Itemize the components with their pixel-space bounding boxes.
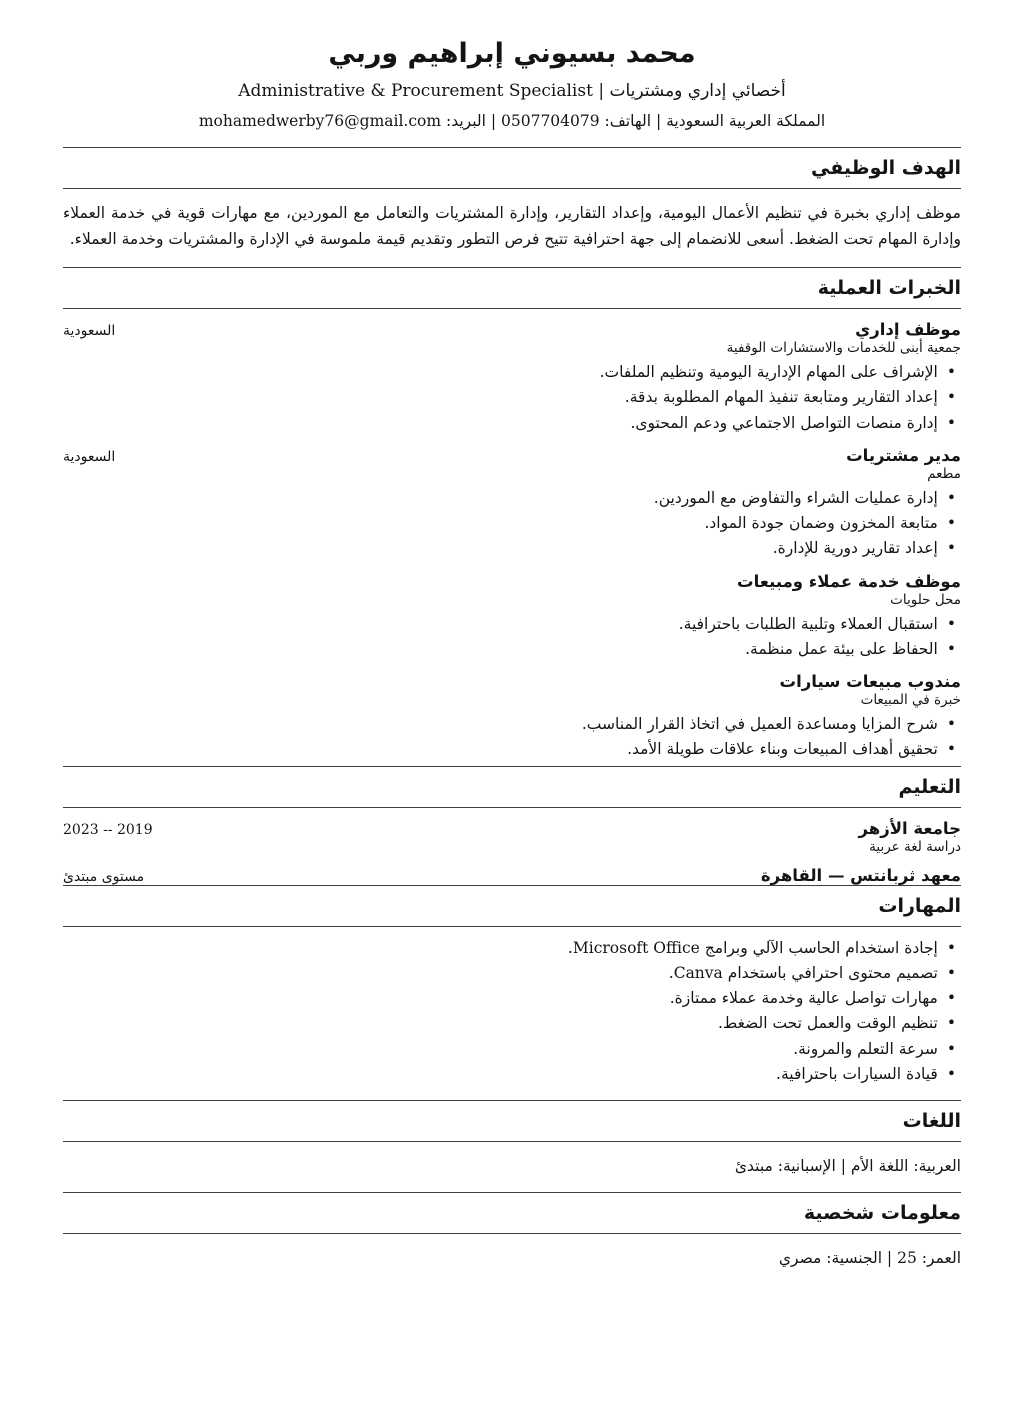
bullet-marker: • bbox=[946, 539, 956, 558]
skill-item bbox=[63, 1063, 961, 1086]
job-title: مندوب مبيعات سيارات bbox=[779, 672, 961, 692]
section-divider bbox=[63, 926, 961, 927]
skill-text: قيادة السيارات باحترافية. bbox=[776, 1064, 938, 1083]
skill-item bbox=[63, 962, 961, 985]
job-title: موظف خدمة عملاء ومبيعات bbox=[737, 571, 961, 591]
section-personal-info bbox=[63, 1202, 961, 1267]
bullet-marker: • bbox=[946, 514, 956, 533]
bullet-marker: • bbox=[946, 639, 956, 658]
bullet-text: الحفاظ على بيئة عمل منظمة. bbox=[745, 639, 938, 658]
bullet-marker: • bbox=[946, 740, 956, 759]
bullet-marker: • bbox=[946, 715, 956, 734]
bullet-text: إعداد تقارير دورية للإدارة. bbox=[772, 539, 938, 558]
skills-list bbox=[63, 937, 961, 1087]
job-organization: جمعية أبنى للخدمات والاستشارات الوقفية bbox=[726, 340, 961, 357]
education-level: مستوى مبتدئ bbox=[63, 868, 145, 885]
bullet-text: متابعة المخزون وضمان جودة المواد. bbox=[704, 514, 938, 533]
bullet-marker: • bbox=[946, 363, 956, 382]
bullet-marker: • bbox=[946, 938, 956, 957]
objective-text: موظف إداري بخبرة في تنظيم الأعمال اليومية، وإعداد التقارير، وإدارة المشتريات والتعامل مع الموردين، مع مهارات قوية في خدمة العملاء وإدارة المهام تحت الضغط. أسعى للانضمام إلى جهة احترافية تتيح فرص التطور وتقديم قيمة ملموسة في الإدارة والمشتريات وخدمة العملاء. bbox=[63, 204, 961, 249]
education-entry bbox=[63, 866, 961, 885]
skill-item bbox=[63, 987, 961, 1010]
section-divider bbox=[63, 308, 961, 309]
job-entry bbox=[63, 572, 961, 662]
section-education bbox=[63, 776, 961, 885]
section-heading-objective: الهدف الوظيفي bbox=[811, 157, 961, 179]
job-bullet bbox=[63, 613, 961, 636]
skill-text: سرعة التعلم والمرونة. bbox=[793, 1039, 938, 1058]
job-bullet bbox=[63, 487, 961, 510]
job-header bbox=[63, 320, 961, 339]
skill-text: مهارات تواصل عالية وخدمة عملاء ممتازة. bbox=[669, 989, 938, 1008]
section-skills bbox=[63, 895, 961, 1087]
job-header bbox=[63, 572, 961, 591]
bullet-text: استقبال العملاء وتلبية الطلبات باحترافية. bbox=[678, 614, 938, 633]
skill-item bbox=[63, 937, 961, 960]
education-institution: معهد ثربانتس — القاهرة bbox=[760, 865, 961, 885]
bullet-marker: • bbox=[946, 1014, 956, 1033]
education-header bbox=[63, 819, 961, 838]
section-divider bbox=[63, 1192, 961, 1193]
bullet-text: تحقيق أهداف المبيعات وبناء علاقات طويلة الأمد. bbox=[627, 740, 938, 759]
bullet-marker: • bbox=[946, 413, 956, 432]
education-header bbox=[63, 866, 961, 885]
job-bullet bbox=[63, 361, 961, 384]
bullet-text: إدارة عمليات الشراء والتفاوض مع الموردين. bbox=[653, 488, 938, 507]
job-organization: محل حلويات bbox=[890, 591, 961, 608]
job-title: موظف إداري bbox=[855, 320, 961, 340]
bullet-marker: • bbox=[946, 614, 956, 633]
job-bullet bbox=[63, 713, 961, 736]
bullet-text: شرح المزايا ومساعدة العميل في اتخاذ القرار المناسب. bbox=[581, 715, 938, 734]
job-location: السعودية bbox=[63, 448, 116, 465]
bullet-marker: • bbox=[946, 1039, 956, 1058]
education-dates: 2023 -- 2019 bbox=[63, 821, 153, 838]
bullet-text: إدارة منصات التواصل الاجتماعي ودعم المحتوى. bbox=[630, 413, 938, 432]
job-bullet bbox=[63, 512, 961, 535]
personal-info-line: العمر: 25 | الجنسية: مصري bbox=[778, 1249, 961, 1268]
job-header bbox=[63, 672, 961, 691]
candidate-title-line: أخصائي إداري ومشتريات | Administrative & Procurement Specialist bbox=[238, 81, 786, 101]
section-objective bbox=[63, 157, 961, 252]
resume-header bbox=[63, 38, 961, 130]
section-divider bbox=[63, 267, 961, 268]
contact-line: المملكة العربية السعودية | الهاتف: 0507704079 | البريد: mohamedwerby76@gmail.com bbox=[198, 112, 826, 130]
candidate-name: محمد بسيوني إبراهيم وربي bbox=[328, 38, 696, 69]
bullet-marker: • bbox=[946, 963, 956, 982]
section-divider bbox=[63, 807, 961, 808]
job-bullet bbox=[63, 537, 961, 560]
education-entry bbox=[63, 819, 961, 855]
section-heading-education: التعليم bbox=[898, 775, 961, 798]
skill-text: إجادة استخدام الحاسب الآلي وبرامج Microsoft Office. bbox=[567, 938, 938, 957]
bullet-marker: • bbox=[946, 989, 956, 1008]
section-heading-skills: المهارات bbox=[878, 894, 961, 917]
section-heading-experience: الخبرات العملية bbox=[817, 277, 961, 300]
section-experience bbox=[63, 277, 961, 762]
section-divider bbox=[63, 188, 961, 189]
section-divider bbox=[63, 1141, 961, 1142]
education-detail: دراسة لغة عربية bbox=[869, 838, 961, 855]
education-institution: جامعة الأزهر bbox=[858, 818, 961, 838]
bullet-marker: • bbox=[946, 1064, 956, 1083]
job-bullet bbox=[63, 412, 961, 435]
bullet-marker: • bbox=[946, 488, 956, 507]
job-entry bbox=[63, 320, 961, 435]
bullet-text: الإشراف على المهام الإدارية اليومية وتنظيم الملفات. bbox=[599, 363, 938, 382]
section-languages bbox=[63, 1110, 961, 1175]
job-bullet bbox=[63, 738, 961, 761]
section-divider bbox=[63, 147, 961, 148]
section-divider bbox=[63, 1100, 961, 1101]
job-location: السعودية bbox=[63, 323, 116, 340]
section-heading-languages: اللغات bbox=[902, 1110, 961, 1133]
skill-item bbox=[63, 1038, 961, 1061]
job-entry bbox=[63, 672, 961, 762]
skill-text: تصميم محتوى احترافي باستخدام Canva. bbox=[668, 963, 938, 982]
job-bullet bbox=[63, 386, 961, 409]
job-organization: مطعم bbox=[927, 465, 961, 482]
section-divider bbox=[63, 766, 961, 767]
job-organization: خبرة في المبيعات bbox=[860, 692, 961, 709]
job-bullet bbox=[63, 638, 961, 661]
job-header bbox=[63, 446, 961, 465]
skill-item bbox=[63, 1012, 961, 1035]
section-divider bbox=[63, 1233, 961, 1234]
skill-text: تنظيم الوقت والعمل تحت الضغط. bbox=[717, 1014, 938, 1033]
bullet-text: إعداد التقارير ومتابعة تنفيذ المهام المطلوبة بدقة. bbox=[624, 388, 938, 407]
job-entry bbox=[63, 446, 961, 561]
languages-line: العربية: اللغة الأم | الإسبانية: مبتدئ bbox=[734, 1157, 961, 1176]
bullet-marker: • bbox=[946, 388, 956, 407]
job-title: مدير مشتريات bbox=[846, 445, 961, 465]
section-heading-personal-info: معلومات شخصية bbox=[803, 1202, 961, 1225]
